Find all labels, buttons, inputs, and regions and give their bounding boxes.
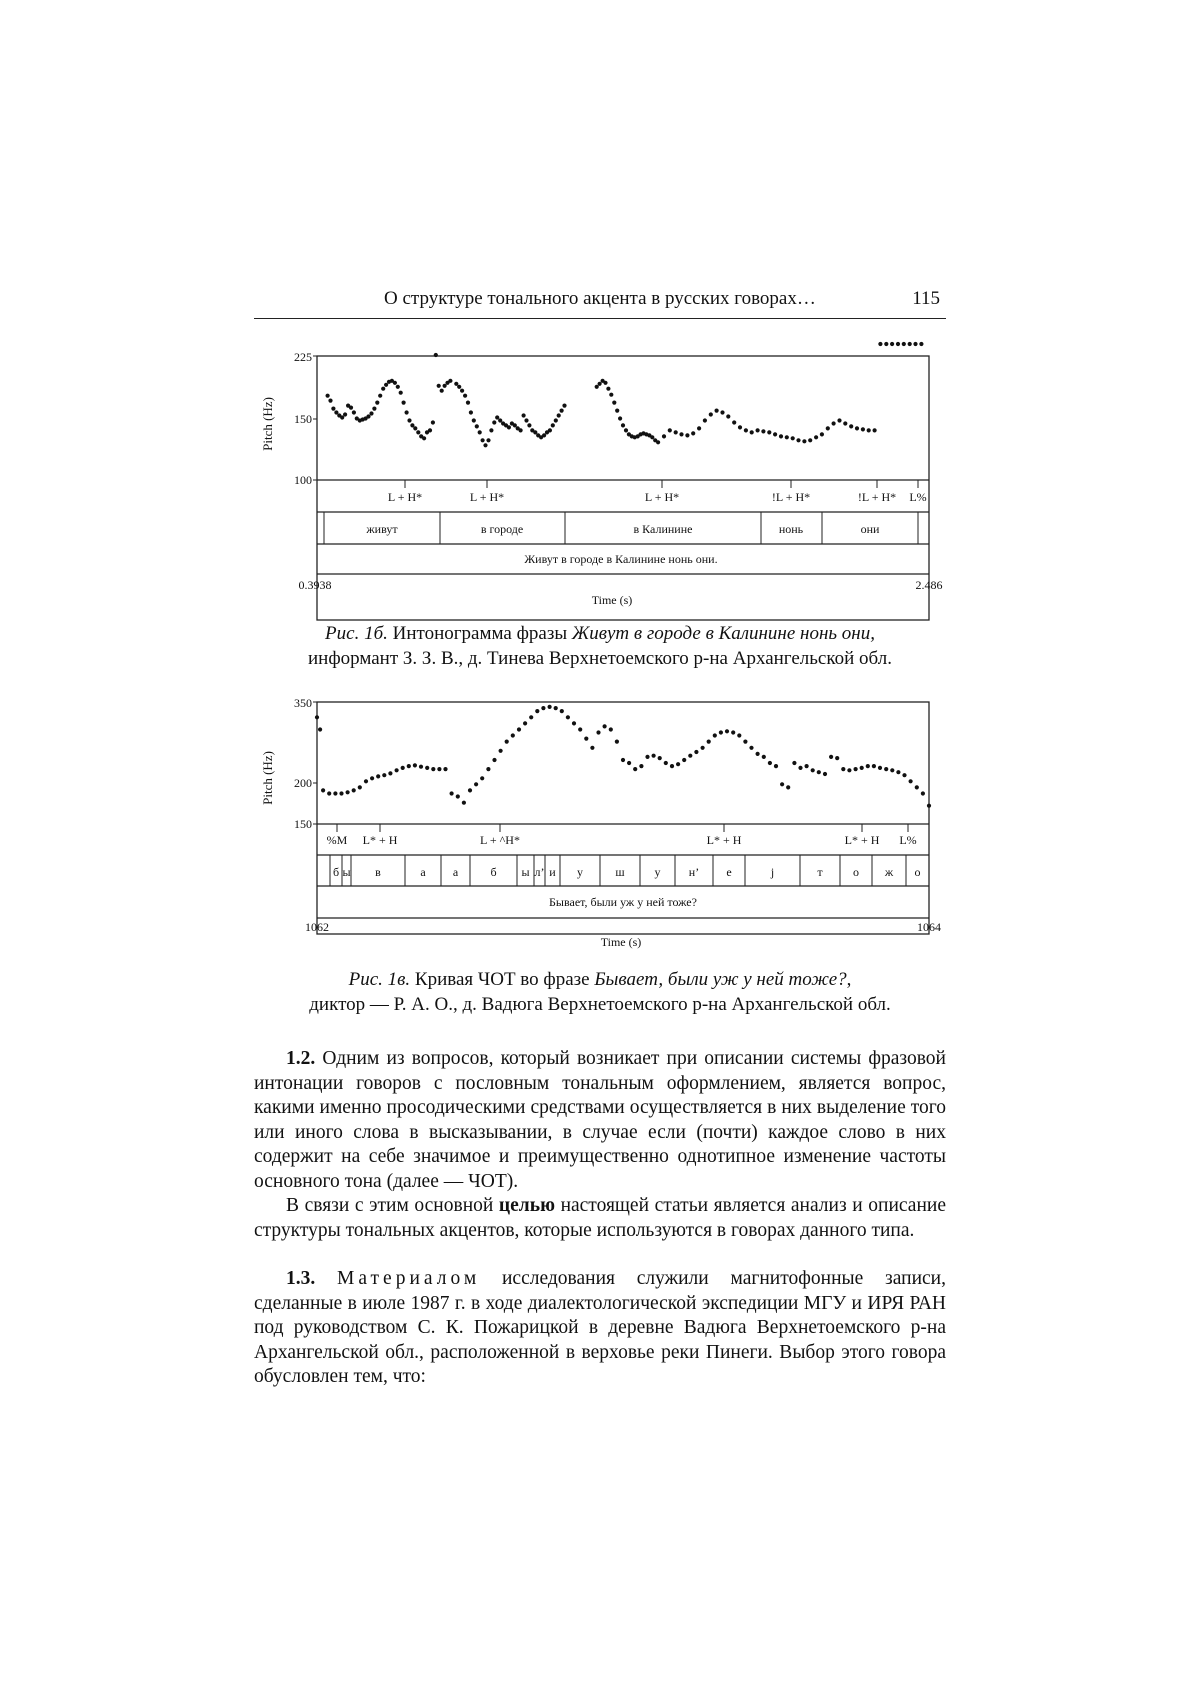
pitch-point	[674, 430, 678, 434]
pitch-point	[511, 733, 515, 737]
pitch-point	[548, 705, 552, 709]
pitch-point	[902, 342, 906, 346]
pitch-point	[560, 409, 564, 413]
y-tick-label: 200	[294, 776, 312, 790]
word-label: нонь	[778, 522, 804, 536]
pitch-point	[364, 779, 368, 783]
pitch-point	[343, 412, 347, 416]
pitch-point	[339, 791, 343, 795]
pitch-series	[326, 342, 924, 448]
pitch-point	[823, 772, 827, 776]
pitch-point	[413, 763, 417, 767]
pitch-point	[756, 752, 760, 756]
pitch-point	[762, 755, 766, 759]
pitch-point	[407, 418, 411, 422]
pitch-point	[829, 755, 833, 759]
tone-label: %M	[326, 833, 348, 847]
pitch-point	[884, 342, 888, 346]
pitch-point	[333, 791, 337, 795]
pitch-point	[434, 353, 438, 357]
pitch-point	[396, 385, 400, 389]
pitch-point	[768, 761, 772, 765]
pitch-point	[603, 381, 607, 385]
pitch-point	[527, 423, 531, 427]
pitch-point	[682, 758, 686, 762]
caption-line: диктор — Р. А. О., д. Вадюга Верхнетоемского р-на Архангельской обл.	[309, 994, 891, 1015]
segment-label: у	[577, 865, 583, 879]
pitch-point	[584, 737, 588, 741]
segment-label: е	[726, 865, 732, 879]
pitch-point	[921, 791, 925, 795]
pitch-point	[779, 434, 783, 438]
pitch-point	[448, 379, 452, 383]
pitch-point	[366, 414, 370, 418]
pitch-point	[407, 764, 411, 768]
pitch-point	[456, 794, 460, 798]
y-tick-label: 150	[294, 817, 312, 831]
pitch-point	[443, 767, 447, 771]
figure-1b	[0, 344, 1200, 614]
pitch-point	[318, 727, 322, 731]
pitch-point	[437, 384, 441, 388]
pitch-point	[627, 761, 631, 765]
pitch-point	[854, 767, 858, 771]
pitch-point	[428, 428, 432, 432]
x-start-label: 0.3938	[298, 578, 332, 592]
pitch-point	[691, 431, 695, 435]
pitch-point	[523, 721, 527, 725]
pitch-point	[908, 342, 912, 346]
segment-tier	[330, 855, 921, 886]
pitch-point	[382, 773, 386, 777]
pitch-point	[370, 776, 374, 780]
pitch-point	[486, 438, 490, 442]
pitch-point	[457, 385, 461, 389]
segment-label: л’	[534, 865, 545, 879]
segment-label: у	[654, 865, 661, 879]
pitch-point	[327, 791, 331, 795]
tone-label: L%	[899, 833, 917, 847]
pitch-point	[606, 387, 610, 391]
pitch-point	[375, 401, 379, 405]
pitch-point	[835, 756, 839, 760]
pitch-point	[475, 424, 479, 428]
pitch-point	[791, 436, 795, 440]
pitch-point	[814, 435, 818, 439]
caption-line: информант З. З. В., д. Тинева Верхнетоемского р-на Архангельской обл.	[308, 648, 892, 669]
segment-label: в	[375, 865, 381, 879]
pitch-point	[664, 761, 668, 765]
emphasis: целью	[498, 1195, 555, 1216]
pitch-point	[849, 424, 853, 428]
pitch-point	[709, 412, 713, 416]
segment-label: и	[549, 865, 556, 879]
tone-label: L + ^H*	[480, 833, 520, 847]
pitch-point	[395, 768, 399, 772]
pitch-point	[808, 438, 812, 442]
tone-label: L + H*	[644, 490, 680, 504]
pitch-point	[855, 426, 859, 430]
tone-label: !L + H*	[771, 490, 811, 504]
x-start-label: 1062	[305, 920, 329, 934]
caption-text: Интонограмма фразы	[387, 623, 572, 644]
plot-frame	[317, 356, 929, 620]
pitch-point	[401, 766, 405, 770]
pitch-point	[621, 423, 625, 427]
tone-label: L%	[909, 490, 927, 504]
segment-label: ы	[342, 865, 351, 879]
pitch-point	[639, 764, 643, 768]
pitch-point	[462, 801, 466, 805]
segment-label: ы	[521, 865, 530, 879]
pitch-point	[505, 740, 509, 744]
pitch-point	[720, 410, 724, 414]
pitch-point	[707, 740, 711, 744]
pitch-point	[767, 430, 771, 434]
pitch-point	[774, 764, 778, 768]
pitch-point	[489, 428, 493, 432]
pitch-point	[399, 391, 403, 395]
pitch-point	[847, 768, 851, 772]
pitch-point	[785, 435, 789, 439]
figure-1c	[0, 690, 1200, 960]
pitch-point	[658, 756, 662, 760]
y-tick-label: 225	[294, 350, 312, 364]
pitch-point	[612, 401, 616, 405]
x-axis-label: Time (s)	[600, 935, 642, 949]
pitch-point	[713, 733, 717, 737]
segment-label: о	[914, 865, 921, 879]
pitch-point	[688, 754, 692, 758]
paragraph-text: Одним из вопросов, который возникает при описании системы фразовой интонации говоров с пословным тональным оформлением, является вопрос, какими именно просодическими средствами осуществляется в них выделение того или иного слова в высказывании, в случае если (почти) каждое слово в них содержит на себе значимое и преимущественно однотипное изменение частоты основного тона (далее — ЧОТ).	[254, 1048, 946, 1192]
pitch-point	[572, 721, 576, 725]
pitch-point	[349, 406, 353, 410]
spaced-term: Материалом	[337, 1268, 481, 1289]
pitch-point	[566, 715, 570, 719]
segment-label: ж	[884, 865, 894, 879]
pitch-point	[820, 432, 824, 436]
pitch-point	[551, 423, 555, 427]
page-number: 115	[912, 288, 940, 309]
pitch-point	[792, 761, 796, 765]
paragraph-1-3	[254, 1267, 946, 1390]
paragraph-goal	[254, 1194, 946, 1243]
pitch-point	[694, 750, 698, 754]
y-axis-label: Pitch (Hz)	[260, 397, 275, 451]
pitch-point	[703, 418, 707, 422]
running-head	[254, 284, 946, 319]
pitch-point	[495, 415, 499, 419]
pitch-point	[756, 428, 760, 432]
word-label: они	[860, 522, 880, 536]
segment-label: б	[490, 865, 497, 879]
pitch-point	[621, 758, 625, 762]
pitch-point	[478, 430, 482, 434]
pitch-point	[425, 766, 429, 770]
pitch-point	[737, 733, 741, 737]
pitch-point	[369, 411, 373, 415]
pitch-point	[469, 410, 473, 414]
segment-label: j	[770, 865, 775, 879]
pitch-point	[873, 428, 877, 432]
pitch-point	[890, 768, 894, 772]
word-label: живут	[366, 522, 398, 536]
running-title: О структуре тонального акцента в русских говорах…	[384, 288, 816, 309]
pitch-point	[780, 782, 784, 786]
pitch-point	[440, 389, 444, 393]
pitch-point	[486, 767, 490, 771]
pitch-point	[832, 421, 836, 425]
figure-1c-caption	[254, 967, 946, 1017]
paragraph-text: В связи с этим основной	[286, 1195, 499, 1216]
pitch-point	[915, 785, 919, 789]
segment-label: а	[452, 865, 459, 879]
y-tick-label: 100	[294, 473, 312, 487]
pitch-point	[618, 416, 622, 420]
pitch-point	[750, 430, 754, 434]
pitch-point	[860, 766, 864, 770]
pitch-point	[422, 436, 426, 440]
pitch-point	[878, 342, 882, 346]
pitch-point	[872, 764, 876, 768]
caption-text: Кривая ЧОТ во фразе	[410, 969, 595, 990]
pitch-point	[645, 755, 649, 759]
caption-phrase: Бывает, были уж у ней тоже?	[594, 969, 847, 990]
pitch-point	[598, 382, 602, 386]
sentence-label: Живут в городе в Калинине нонь они.	[524, 552, 718, 566]
pitch-point	[529, 715, 533, 719]
pitch-point	[517, 727, 521, 731]
paragraph-1-2	[254, 1047, 946, 1194]
pitch-point	[483, 443, 487, 447]
pitch-point	[902, 773, 906, 777]
pitch-point	[609, 727, 613, 731]
pitch-point	[346, 790, 350, 794]
caption-line	[254, 967, 946, 992]
segment-label: ш	[615, 865, 625, 879]
pitch-point	[431, 767, 435, 771]
body-text	[254, 1047, 946, 1390]
pitch-point	[431, 420, 435, 424]
pitch-point	[676, 762, 680, 766]
pitch-point	[393, 381, 397, 385]
segment-label: б	[332, 865, 340, 879]
y-tick-label: 150	[294, 412, 312, 426]
pitch-point	[867, 428, 871, 432]
pitch-point	[378, 394, 382, 398]
pitch-point	[554, 706, 558, 710]
caption-line	[254, 621, 946, 646]
pitch-point	[419, 765, 423, 769]
segment-label: т	[817, 865, 823, 879]
pitch-point	[878, 766, 882, 770]
pitch-point	[652, 754, 656, 758]
pitch-point	[719, 730, 723, 734]
paragraph-text: исследования служили магнитофонные записи, сделанные в июле 1987 г. в ходе диалектологической экспедиции МГУ и ИРЯ РАН под руководством С. К. Пожарицкой в деревне Вадюга Верхнетоемского р-на Архангельской обл., расположенной в верховье реки Пинеги. Выбор этого говора обусловлен тем, что:	[254, 1268, 946, 1387]
figure-1b-caption	[254, 621, 946, 671]
pitch-point	[554, 418, 558, 422]
pitch-point	[726, 414, 730, 418]
pitch-point	[535, 709, 539, 713]
pitch-point	[381, 387, 385, 391]
y-axis-label: Pitch (Hz)	[260, 751, 275, 805]
pitch-point	[731, 730, 735, 734]
pitch-point	[460, 389, 464, 393]
pitch-point	[499, 749, 503, 753]
tone-label: L* + H	[706, 833, 742, 847]
pitch-point	[376, 774, 380, 778]
pitch-point	[749, 746, 753, 750]
pitch-point	[352, 788, 356, 792]
pitch-point	[492, 420, 496, 424]
pitch-point	[402, 401, 406, 405]
pitch-point	[656, 440, 660, 444]
tone-label: L* + H	[844, 833, 880, 847]
x-axis-label: Time (s)	[591, 593, 633, 607]
tone-label: !L + H*	[857, 490, 897, 504]
pitch-point	[480, 776, 484, 780]
sentence-label: Бывает, были уж у ней тоже?	[549, 895, 697, 909]
pitch-point	[524, 418, 528, 422]
pitch-point	[896, 342, 900, 346]
pitch-point	[557, 413, 561, 417]
pitch-point	[919, 342, 923, 346]
pitch-point	[437, 767, 441, 771]
pitch-point	[326, 394, 330, 398]
pitch-point	[861, 427, 865, 431]
tone-label: L + H*	[387, 490, 423, 504]
caption-label: Рис. 1в.	[348, 969, 411, 990]
pitch-point	[811, 768, 815, 772]
pitch-point	[743, 740, 747, 744]
segment-label: о	[853, 865, 859, 879]
pitch-point	[732, 420, 736, 424]
pitch-point	[352, 410, 356, 414]
pitch-point	[725, 729, 729, 733]
pitch-point	[548, 428, 552, 432]
pitch-point	[738, 425, 742, 429]
pitch-point	[624, 428, 628, 432]
pitch-point	[761, 429, 765, 433]
pitch-point	[615, 409, 619, 413]
pitch-point	[590, 746, 594, 750]
pitch-point	[837, 418, 841, 422]
pitch-point	[701, 746, 705, 750]
pitch-point	[884, 767, 888, 771]
pitch-point	[715, 409, 719, 413]
pitch-point	[909, 779, 913, 783]
segment-label: а	[420, 865, 426, 879]
pitch-point	[372, 407, 376, 411]
pitch-point	[697, 426, 701, 430]
pitch-point	[468, 788, 472, 792]
pitch-point	[913, 342, 917, 346]
pitch-point	[562, 404, 566, 408]
pitch-point	[841, 767, 845, 771]
pitch-point	[472, 418, 476, 422]
pitch-point	[507, 425, 511, 429]
pitch-point	[578, 727, 582, 731]
pitch-point	[463, 394, 467, 398]
word-label: в Калинине	[633, 522, 693, 536]
pitch-point	[796, 438, 800, 442]
pitch-point	[522, 413, 526, 417]
pitch-point	[890, 342, 894, 346]
pitch-point	[633, 767, 637, 771]
segment-label: н’	[688, 865, 700, 879]
pitch-point	[474, 782, 478, 786]
pitch-point	[388, 771, 392, 775]
pitch-point	[315, 715, 319, 719]
pitch-point	[802, 439, 806, 443]
pitch-point	[679, 432, 683, 436]
pitch-point	[668, 428, 672, 432]
pitch-point	[826, 426, 830, 430]
word-label: в городе	[480, 522, 524, 536]
pitch-point	[927, 804, 931, 808]
pitch-point	[866, 764, 870, 768]
pitch-point	[843, 421, 847, 425]
pitch-point	[609, 393, 613, 397]
pitch-point	[481, 438, 485, 442]
pitch-point	[450, 791, 454, 795]
pitch-point	[519, 428, 523, 432]
pitch-point	[670, 764, 674, 768]
tone-label: L* + H	[362, 833, 398, 847]
pitch-point	[466, 401, 470, 405]
x-end-label: 2.486	[915, 578, 943, 592]
section-number: 1.3.	[286, 1268, 316, 1289]
y-tick-label: 350	[294, 696, 312, 710]
section-number: 1.2.	[286, 1048, 316, 1069]
x-end-label: 1064	[917, 920, 941, 934]
pitch-point	[405, 410, 409, 414]
pitch-point	[662, 434, 666, 438]
pitch-point	[331, 407, 335, 411]
pitch-point	[773, 432, 777, 436]
caption-label: Рис. 1б.	[325, 623, 388, 644]
pitch-point	[541, 706, 545, 710]
pitch-point	[560, 709, 564, 713]
tone-label: L + H*	[469, 490, 505, 504]
pitch-point	[358, 785, 362, 789]
pitch-series	[315, 705, 931, 808]
pitch-point	[596, 730, 600, 734]
pitch-point	[615, 740, 619, 744]
paragraph-text: настоящей статьи является анализ и описание структуры тональных акцентов, которые используются в говорах данного типа.	[254, 1195, 946, 1241]
pitch-point	[798, 766, 802, 770]
pitch-point	[786, 785, 790, 789]
pitch-point	[328, 399, 332, 403]
pitch-point	[805, 764, 809, 768]
pitch-point	[321, 788, 325, 792]
pitch-point	[817, 770, 821, 774]
caption-phrase: Живут в городе в Калинине нонь они,	[571, 623, 875, 644]
pitch-point	[896, 770, 900, 774]
pitch-point	[685, 433, 689, 437]
pitch-point	[416, 430, 420, 434]
pitch-point	[744, 428, 748, 432]
pitch-point	[603, 724, 607, 728]
caption-text: ,	[846, 969, 852, 990]
pitch-point	[413, 426, 417, 430]
pitch-point	[492, 758, 496, 762]
